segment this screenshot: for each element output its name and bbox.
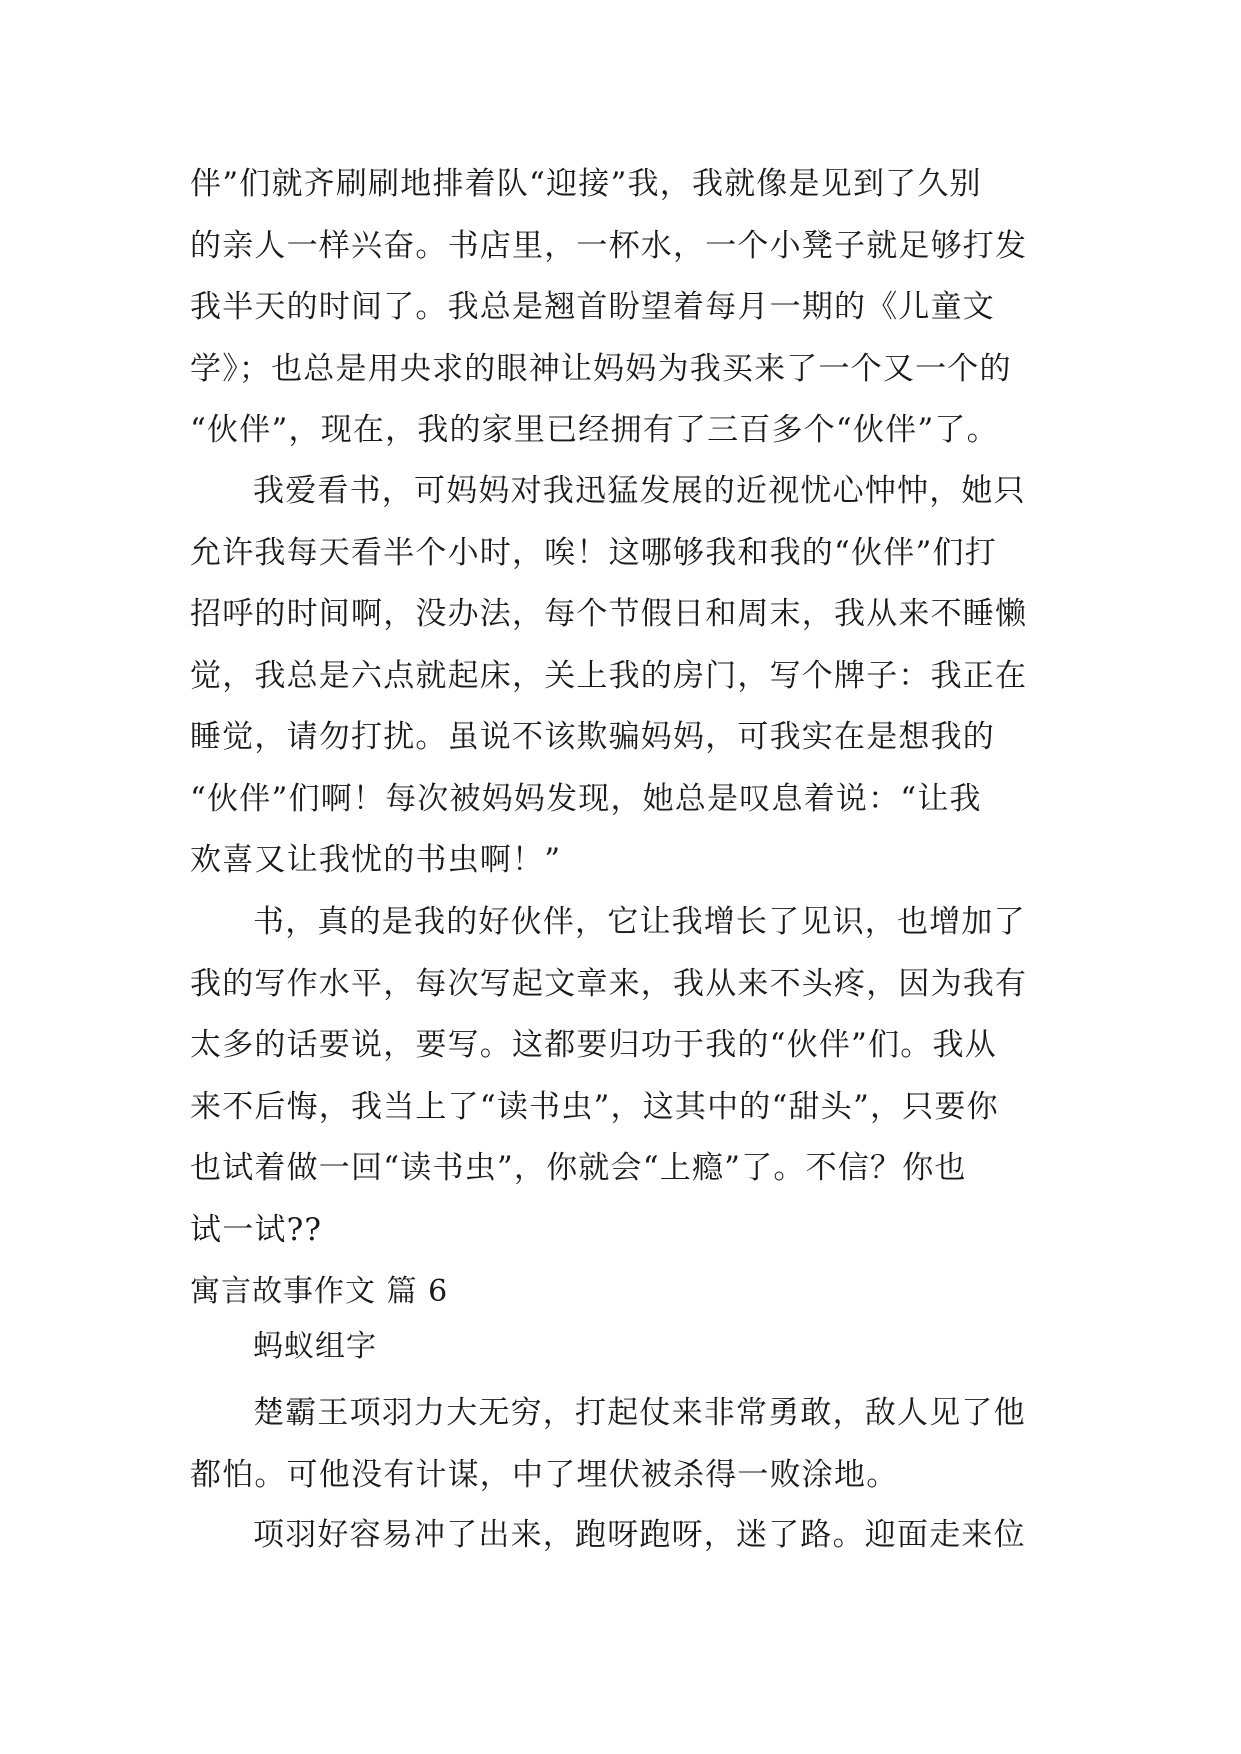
text-line: 欢喜又让我忧的书虫啊！” <box>190 842 562 878</box>
text-line: 睡觉，请勿打扰。虽说不该欺骗妈妈，可我实在是想我的 <box>190 719 995 755</box>
text-line: 学》；也总是用央求的眼神让妈妈为我买来了一个又一个的 <box>190 350 1012 387</box>
paragraph-4 <box>190 1383 1060 1506</box>
text-line: “伙伴”，现在，我的家里已经拥有了三百多个“伙伴”了。 <box>190 412 999 448</box>
section-header <box>190 1265 1060 1375</box>
text-line: 试一试?? <box>190 1211 323 1248</box>
section-heading: 寓言故事作文 篇 6 <box>190 1274 449 1309</box>
text-line: 太多的话要说，要写。这都要归功于我的“伙伴”们。我从 <box>190 1027 997 1063</box>
text-line: “伙伴”们啊！每次被妈妈发现，她总是叹息着说：“让我 <box>190 780 982 817</box>
text-line: 我的写作水平，每次写起文章来，我从来不头疼，因为我有 <box>190 965 1028 1002</box>
text-line: 项羽好容易冲了出来，跑呀跑呀，迷了路。迎面走来位 <box>253 1517 1026 1553</box>
story-title: 蚂蚁组字 <box>253 1329 377 1364</box>
text-line: 允许我每天看半个小时，唉！这哪够我和我的“伙伴”们打 <box>190 534 997 571</box>
paragraph-5 <box>190 1505 1060 1567</box>
text-line: 招呼的时间啊，没办法，每个节假日和周末，我从来不睡懒 <box>190 596 1028 632</box>
paragraph-3 <box>190 892 1060 1261</box>
text-line: 楚霸王项羽力大无穷，打起仗来非常勇敢，敌人见了他 <box>253 1395 1026 1431</box>
text-line: 伴”们就齐刷刷地排着队“迎接”我，我就像是见到了久别 <box>190 166 982 202</box>
paragraph-2 <box>190 461 1060 892</box>
text-line: 来不后悔，我当上了“读书虫”，这其中的“甜头”，只要你 <box>190 1088 999 1125</box>
text-line: 我爱看书，可妈妈对我迅猛发展的近视忧心忡忡，她只 <box>253 473 1026 509</box>
paragraph-continuation <box>190 154 1060 462</box>
text-line: 都怕。可他没有计谋，中了埋伏被杀得一败涂地。 <box>190 1456 899 1493</box>
text-line: 觉，我总是六点就起床，关上我的房门，写个牌子：我正在 <box>190 657 1028 694</box>
text-line: 也试着做一回“读书虫”，你就会“上瘾”了。不信？你也 <box>190 1150 967 1186</box>
text-line: 我半天的时间了。我总是翘首盼望着每月一期的《儿童文 <box>190 289 995 325</box>
text-line: 的亲人一样兴奋。书店里，一杯水，一个小凳子就足够打发 <box>190 227 1028 264</box>
text-line: 书，真的是我的好伙伴，它让我增长了见识，也增加了 <box>253 904 1026 940</box>
